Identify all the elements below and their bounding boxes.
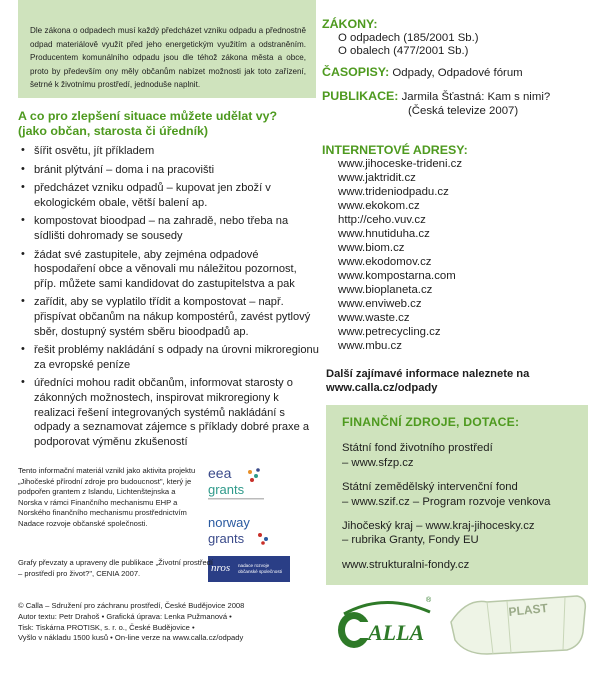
web-link[interactable]: www.waste.cz	[338, 312, 410, 324]
web-link[interactable]: www.kompostarna.com	[338, 270, 456, 282]
question-heading: A co pro zlepšení situace můžete udělat vy? (jako občan, starosta či úředník)	[18, 109, 278, 138]
web-link[interactable]: www.trideniodpadu.cz	[338, 186, 449, 198]
list-item: • žádat své zastupitele, aby zejména odpadové hospodaření obce a věnovali mu náležitou pozornost, příp. můžete sami kandidovat do zastupitelstva a pak	[21, 247, 297, 290]
web-link[interactable]: www.ekodomov.cz	[338, 256, 432, 268]
footer-line: Vyšlo v nákladu 1500 kusů • On-line verze na www.calla.cz/odpady	[18, 633, 244, 643]
web-link[interactable]: http://ceho.vuv.cz	[338, 214, 426, 226]
list-item: • zařídit, aby se vyplatilo třídit a kompostovat – např. přispívat občanům na nákup kompostérů, zavést pytlový sběr, dostupný systém sběru bioodpadů ap.	[21, 295, 311, 338]
svg-text:norway: norway	[208, 515, 250, 530]
law-item: O obalech (477/2001 Sb.)	[338, 45, 469, 58]
laws-heading: ZÁKONY:	[322, 17, 378, 31]
maps-note-text: Grafy převzaty a upraveny dle publikace „Životní prostředí – prostředí pro život?", CENIA 2007.	[18, 558, 213, 578]
web-link[interactable]: www.biom.cz	[338, 242, 405, 254]
svg-text:ALLA: ALLA	[368, 620, 425, 645]
intro-box	[18, 0, 316, 98]
web-link[interactable]: www.enviweb.cz	[338, 298, 422, 310]
footer	[18, 601, 308, 644]
finance-entry: Jihočeský kraj – www.kraj-jihocesky.cz – rubrika Granty, Fondy EU	[342, 520, 535, 547]
svg-text:grants: grants	[208, 482, 245, 497]
publications-row	[322, 90, 594, 105]
publication-source: (Česká televize 2007)	[408, 104, 519, 117]
nros-logo	[208, 556, 290, 582]
svg-text:občanské společnosti: občanské společnosti	[238, 569, 282, 574]
web-heading: INTERNETOVÉ ADRESY:	[322, 143, 468, 157]
footer-line: Autor textu: Petr Drahoš • Grafická úprava: Lenka Pužmanová •	[18, 611, 232, 621]
footer-line: Tisk: Tiskárna PROTISK, s. r. o., České Budějovice •	[18, 622, 195, 632]
finance-heading: FINANČNÍ ZDROJE, DOTACE:	[342, 415, 520, 429]
references-section	[322, 18, 594, 119]
tips-list	[18, 144, 320, 453]
svg-text:®: ®	[426, 597, 432, 604]
magazines-text: Odpady, Odpadové fórum	[392, 66, 523, 79]
footer-line: © Calla – Sdružení pro záchranu prostředí, České Budějovice 2008	[18, 601, 245, 610]
list-item: • kompostovat bioodpad – na zahradě, nebo třeba na sídlišti dohromady se sousedy	[21, 214, 289, 242]
credits-text: Tento informační materiál vznikl jako aktivita projektu „Jihočeské přírodní zdroje pro budoucnost", který je podpořen grantem z Islandu, Lichtenštejnska a Norska v rámci Finančního mechanismu EHP a Norského finančního mechanismu prostřednictvím Nadace rozvoje občanské společnosti.	[18, 466, 196, 528]
web-link[interactable]: www.ekokom.cz	[338, 200, 420, 212]
law-item: O odpadech (185/2001 Sb.)	[338, 31, 479, 44]
norway-grants-logo	[208, 513, 278, 551]
web-link[interactable]: www.jihoceske-trideni.cz	[338, 158, 463, 170]
eea-grants-logo	[208, 464, 268, 504]
intro-text: Dle zákona o odpadech musí každý předcházet vzniku odpadu a přednostně odpad materiálově využít před jeho energetickým využitím a odstraněním. Producentem komunálního odpadu jsou dle téhož zákona města a obce, proto by především ony měly občanům nabízet možnosti jak toto zařízení, šetrné k životnímu prostředí, jednoduše naplnit.	[30, 26, 306, 90]
publications-heading: PUBLIKACE:	[322, 89, 399, 104]
list-item: • řešit problémy nakládání s odpady na úrovni mikroregionu za evropské peníze	[21, 343, 319, 371]
web-link[interactable]: www.bioplaneta.cz	[338, 284, 433, 296]
publication-title: Jarmila Šťastná: Kam s nimi?	[401, 91, 551, 104]
svg-text:grants: grants	[208, 531, 245, 546]
svg-text:eea: eea	[208, 465, 232, 481]
list-item: • bránit plýtvání – doma i na pracovišti	[21, 162, 215, 176]
finance-entry: www.strukturalni-fondy.cz	[342, 558, 470, 571]
plastic-bottle-illustration	[447, 592, 597, 662]
finance-entry: Státní fond životního prostředí – www.sfzp.cz	[342, 442, 493, 469]
more-info	[326, 367, 596, 396]
finance-entry: Státní zemědělský intervenční fond – www.szif.cz – Program rozvoje venkova	[342, 481, 551, 508]
finance-box	[326, 405, 588, 585]
more-info-text: Další zajímavé informace naleznete na	[326, 368, 530, 380]
calla-logo	[334, 592, 438, 652]
magazines-heading: ČASOPISY:	[322, 64, 390, 79]
svg-text:nadace rozvoje: nadace rozvoje	[238, 563, 270, 568]
web-link[interactable]: www.hnutiduha.cz	[338, 228, 430, 240]
svg-text:PLAST: PLAST	[507, 600, 549, 619]
list-item: • předcházet vzniku odpadů – kupovat jen zboží v ekologickém obale, větší balení ap.	[21, 181, 271, 209]
web-link[interactable]: www.jaktridit.cz	[338, 172, 416, 184]
list-item: • šířit osvětu, jít příkladem	[21, 144, 155, 157]
svg-text:nros: nros	[211, 562, 231, 574]
web-link[interactable]: www.mbu.cz	[338, 340, 402, 352]
magazines-row	[322, 66, 594, 81]
list-item: • úředníci mohou radit občanům, informovat starosty o zákonných možnostech, inspirovat mikroregiony k realizaci řešení integrovaných systémů nakládání s odpady a seznamovat zájemce s příklady dobré praxe a podporovat výměnu zkušeností	[21, 376, 310, 448]
web-link[interactable]: www.petrecycling.cz	[338, 326, 441, 338]
more-info-link[interactable]: www.calla.cz/odpady	[326, 382, 438, 395]
web-addresses-section	[322, 143, 594, 353]
